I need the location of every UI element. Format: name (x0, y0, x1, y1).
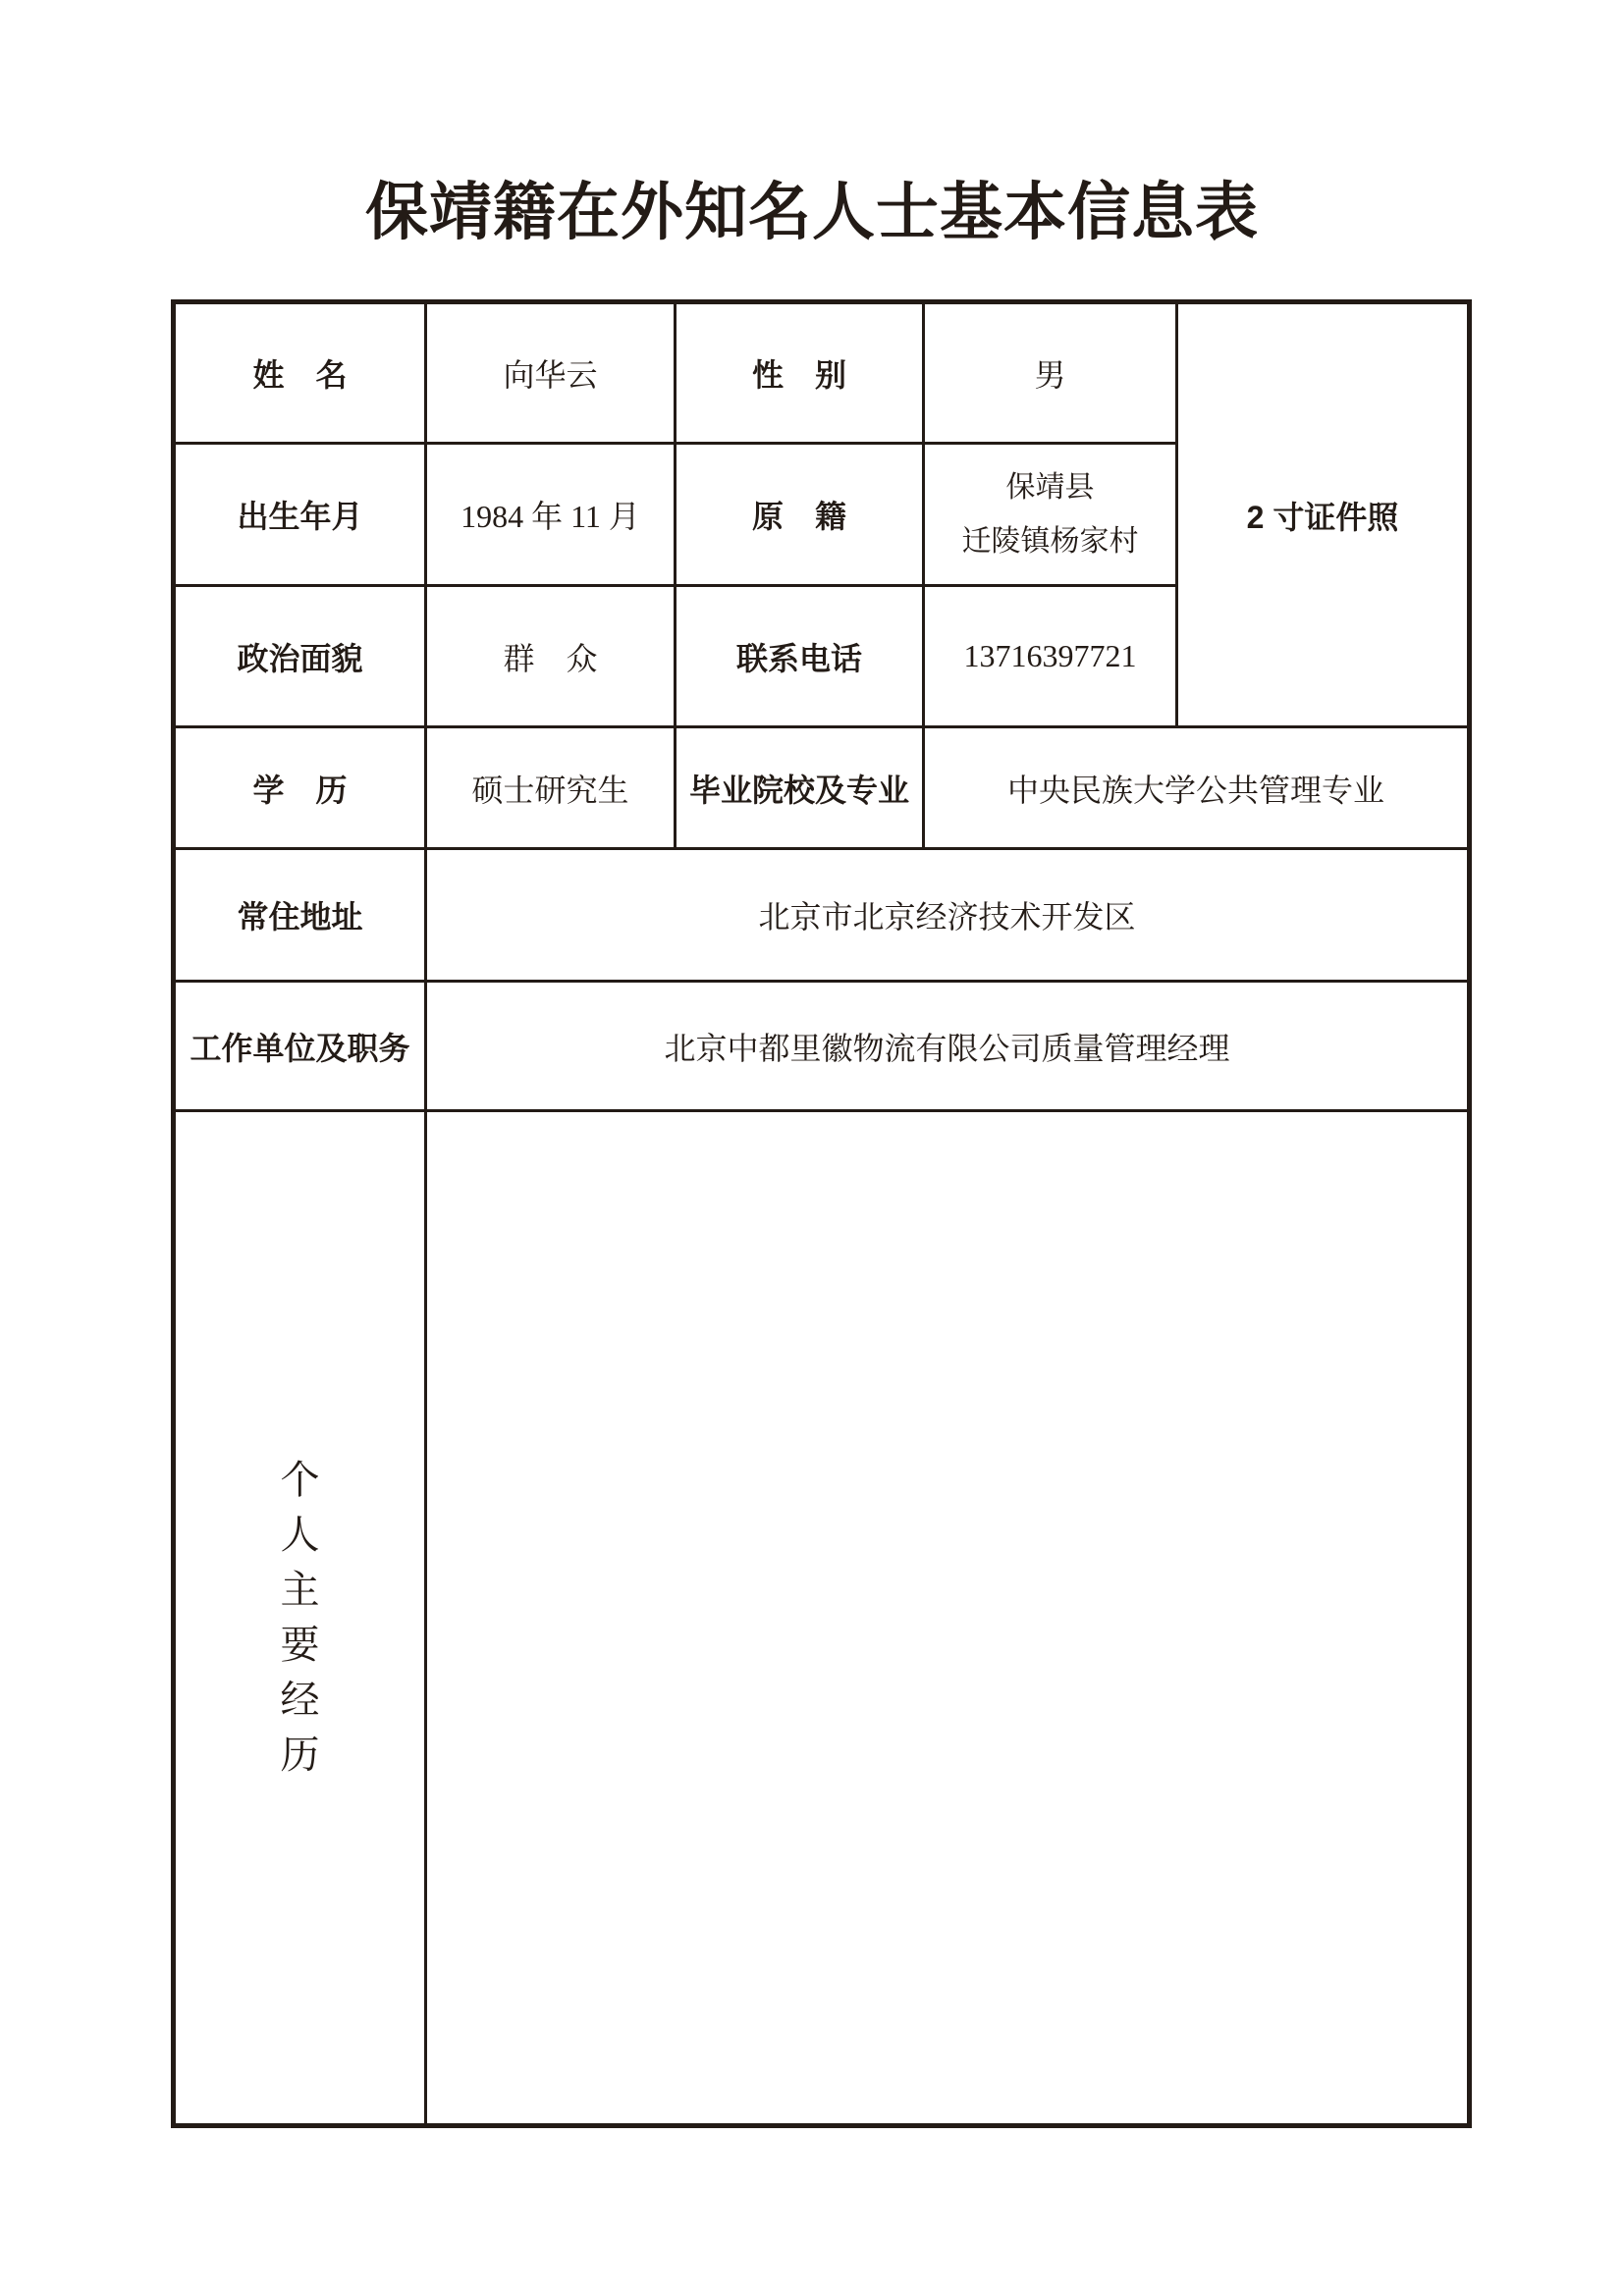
birth-value: 1984 年 11 月 (426, 444, 676, 586)
row-name-gender (174, 302, 1470, 444)
row-experience (174, 1111, 1470, 2126)
school-value: 中央民族大学公共管理专业 (924, 727, 1470, 849)
phone-value: 13716397721 (924, 586, 1177, 727)
experience-char-5: 经 (280, 1679, 320, 1722)
origin-value-line2: 迁陵镇杨家村 (961, 525, 1139, 558)
experience-content (426, 1111, 1470, 2126)
experience-char-6: 历 (280, 1734, 320, 1777)
experience-label (174, 1111, 426, 2126)
gender-label: 性 别 (676, 302, 924, 444)
origin-value-line1: 保靖县 (1005, 471, 1095, 504)
phone-label: 联系电话 (676, 586, 924, 727)
experience-char-4: 要 (280, 1624, 320, 1667)
political-label: 政治面貌 (174, 586, 426, 727)
experience-char-3: 主 (280, 1569, 320, 1612)
experience-label-vertical-text (176, 1461, 424, 1775)
education-label: 学 历 (174, 727, 426, 849)
row-work (174, 982, 1470, 1111)
experience-char-1: 个 (280, 1459, 320, 1502)
origin-value (924, 444, 1177, 586)
experience-char-2: 人 (280, 1514, 320, 1557)
basic-info-table (171, 299, 1472, 2128)
name-label: 姓 名 (174, 302, 426, 444)
address-label: 常住地址 (174, 849, 426, 982)
address-value: 北京市北京经济技术开发区 (426, 849, 1470, 982)
gender-value: 男 (924, 302, 1177, 444)
page-title: 保靖籍在外知名人士基本信息表 (365, 178, 1259, 247)
work-label: 工作单位及职务 (174, 982, 426, 1111)
row-education-school (174, 727, 1470, 849)
photo-placeholder: 2 寸证件照 (1177, 302, 1470, 727)
education-value: 硕士研究生 (426, 727, 676, 849)
origin-label: 原 籍 (676, 444, 924, 586)
political-value: 群 众 (426, 586, 676, 727)
work-value: 北京中都里徽物流有限公司质量管理经理 (426, 982, 1470, 1111)
birth-label: 出生年月 (174, 444, 426, 586)
name-value: 向华云 (426, 302, 676, 444)
school-label: 毕业院校及专业 (676, 727, 924, 849)
row-address (174, 849, 1470, 982)
